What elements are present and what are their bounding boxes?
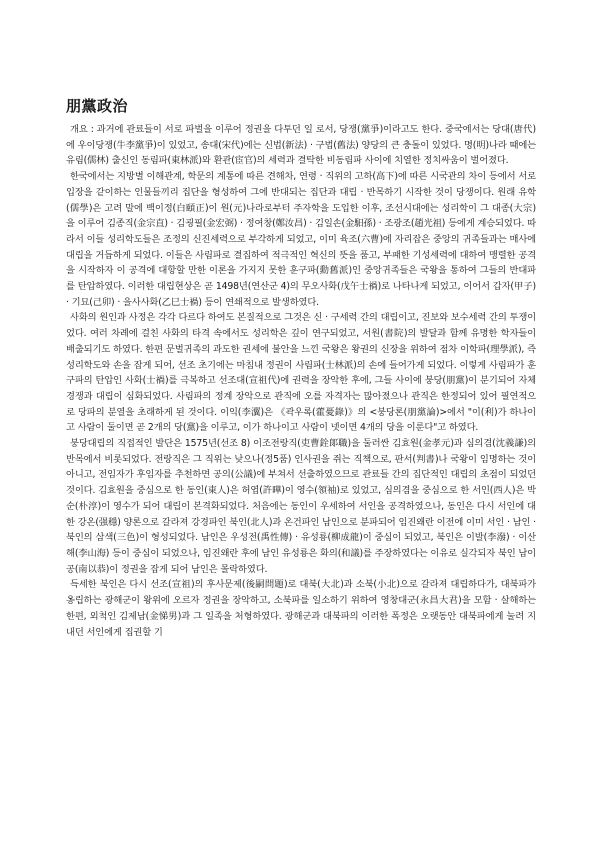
- document-body: [66, 122, 536, 640]
- paragraph-factions: 붕당대립의 직접적인 발단은 1575년(선조 8) 이조전랑직(吏曹銓郞職)을 둘러싼 김효원(金孝元)과 심의겸(沈義謙)의 반목에서 비롯되었다. 전랑직은 그 직위는 낮으나(정5품) 인사권을 쥐는 직책으로, 판서(判書)나 국왕이 임명하는 것이 아니고, 전임자가 후임자를 추천하면 공의(公議)에 부쳐서 선출하였으므로 관료들 간의 집단적인 대립의 초점이 되었던 것이다. 김효원을 중심으로 한 동인(東人)은 허엽(許曄)이 영수(領袖)로 있었고, 심의겸을 중심으로 한 서인(西人)은 박순(朴淳)이 영수가 되어 대립이 본격화되었다. 처음에는 동인이 우세하여 서인을 공격하였으나, 동인은 다시 서인에 대한 강온(强穩) 양론으로 갈라져 강경파인 북인(北人)과 온건파인 남인으로 분파되어 임진왜란 이전에 이미 서인 · 남인 · 북인의 삼색(三色)이 형성되었다. 남인은 우성전(禹性傳) · 유성룡(柳成龍)이 중심이 되었고, 북인은 이발(李潑) · 이산해(李山海) 등이 중심이 되었으나, 임진왜란 후에 남인 유성룡은 화의(和議)를 주장하였다는 이유로 실각되자 북인 남이공(南以恭)이 정권을 잡게 되어 남인은 몰락하였다.: [66, 438, 536, 575]
- paragraph-origins-korea: 한국에서는 지방별 이해관계, 학문의 계통에 따른 견해차, 연령 · 직위의 고하(高下)에 따른 시국관의 차이 등에서 서로 입장을 같이하는 인물들끼리 집단을 형성하여 그에 반대되는 집단과 대립 · 반목하기 시작한 것이 당쟁이다. 원래 유학(儒學)은 고려 말에 백이정(白頤正)이 원(元)나라로부터 주자학을 도입한 이후, 조선시대에는 성리학이 그 대종(大宗)을 이루어 김종직(金宗直) · 김굉필(金宏弼) · 정여창(鄭汝昌) · 김일손(金馹孫) · 조광조(趙光祖) 등에게 계승되었다. 따라서 이들 성리학도들은 조정의 신진세력으로 부각하게 되었고, 이미 육조(六曹)에 자리잡은 중앙의 귀족들과는 매사에 대립을 거듭하게 되었다. 이들은 사림파로 결집하여 적극적인 혁신의 뜻을 품고, 부패한 기성세력에 대하여 맹렬한 공격을 시작하자 이 공격에 대항할 만한 이론을 가지지 못한 훈구파(勳舊派)인 중앙귀족들은 국왕을 통하여 그들의 반대파를 탄압하였다. 이러한 대립현상은 곧 1498년(연산군 4)의 무오사화(戊午士禍)로 나타나게 되었고, 이어서 갑자(甲子) · 기묘(己卯) · 을사사화(乙巳士禍) 등이 연쇄적으로 발생하였다.: [66, 171, 536, 308]
- paragraph-sahwa: 사화의 원인과 사정은 각각 다르다 하여도 본질적으로 그것은 신 · 구세력 간의 대립이고, 진보와 보수세력 간의 투쟁이었다. 여러 차례에 걸친 사화의 타격 속에서도 성리학은 깊이 연구되었고, 서원(書院)의 발달과 함께 유명한 학자들이 배출되기도 하였다. 한편 문벌귀족의 과도한 권세에 불안을 느낀 국왕은 왕권의 신장을 위하여 점차 이학파(理學派), 즉 성리학도와 손을 잡게 되어, 선조 초기에는 마침내 정권이 사림파(士林派)의 손에 들어가게 되었다. 이렇게 사림파가 훈구파의 탄압인 사화(士禍)를 극복하고 선조대(宣祖代)에 권력을 장악한 후에, 그들 사이에 붕당(朋黨)이 분기되어 자체 경쟁과 대립이 심화되었다. 사림파의 정계 장악으로 관직에 오를 자격자는 많아졌으나 관직은 한정되어 있어 필연적으로 당파의 분열을 초래하게 된 것이다. 이익(李瀷)은 《곽우록(藿憂錄)》의 <붕당론(朋黨論)>에서 "이(利)가 하나이고 사람이 둘이면 곧 2개의 당(黨)을 이루고, 이가 하나이고 사람이 넷이면 4개의 당을 이룬다"고 하였다.: [66, 312, 536, 434]
- paragraph-bukin: 득세한 북인은 다시 선조(宣祖)의 후사문제(後嗣問題)로 대북(大北)과 소북(小北)으로 갈라져 대립하다가, 대북파가 옹립하는 광해군이 왕위에 오르자 정권을 장악하고, 소북파를 일소하기 위하여 영창대군(永昌大君)을 모함 · 살해하는 한편, 외척인 김제남(金悌男)과 그 일족을 처형하였다. 광해군과 대북파의 이러한 폭정은 오랫동안 대북파에게 눌려 지내던 서인에게 집권할 기: [66, 579, 536, 638]
- paragraph-overview: 개요 : 과거에 관료들이 서로 파벌을 이루어 정권을 다투던 일 로서, 당쟁(黨爭)이라고도 한다. 중국에서는 당대(唐代)에 우이당쟁(牛李黨爭)이 있었고, 송대(宋代)에는 신법(新法) · 구법(舊法) 양당의 큰 충돌이 있었다. 명(明)나라 때에는 유림(儒林) 출신인 동림파(東林派)와 환관(宦官)의 세력과 결탁한 비동림파 사이에 치열한 정치싸움이 벌어졌다.: [66, 124, 536, 167]
- page-title: 朋黨政治: [66, 97, 129, 115]
